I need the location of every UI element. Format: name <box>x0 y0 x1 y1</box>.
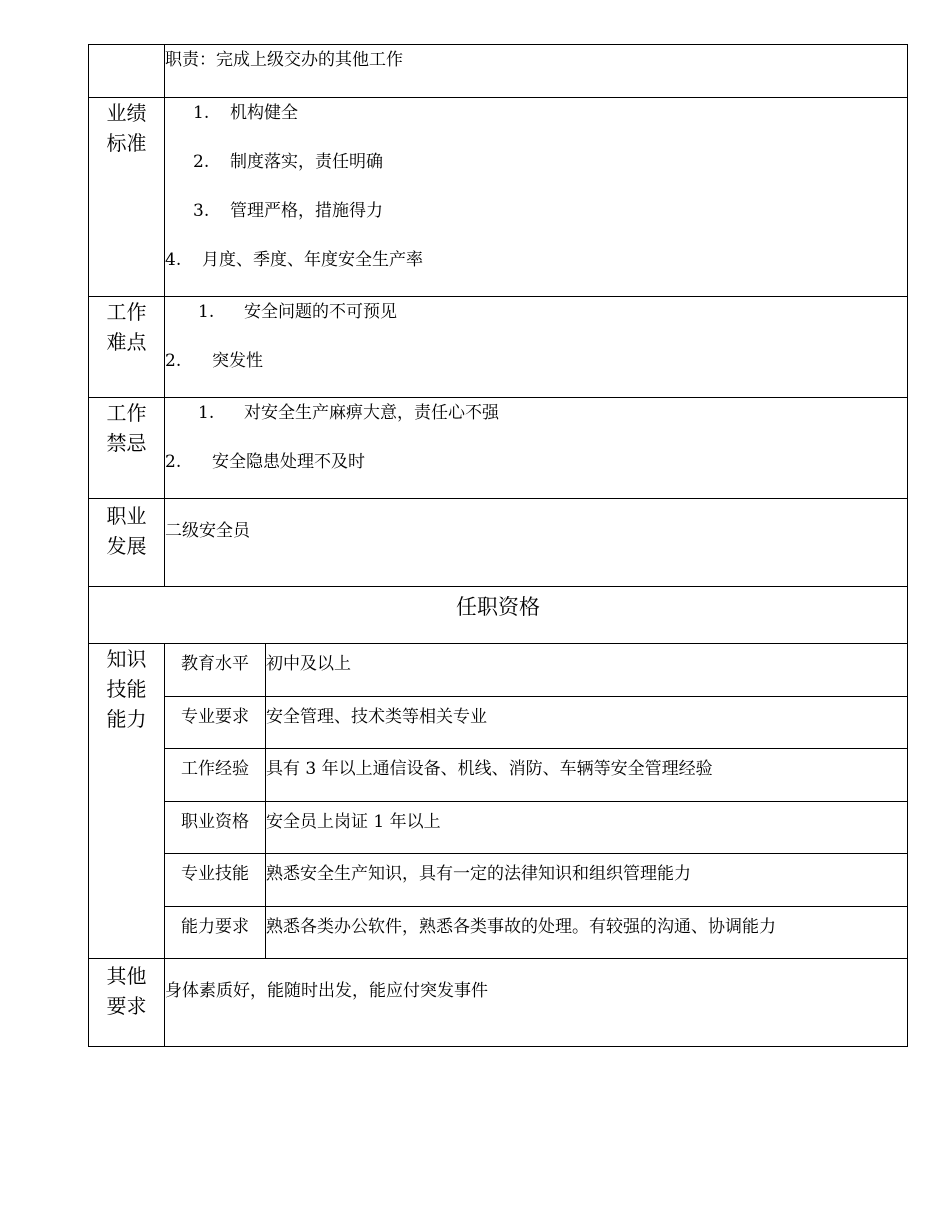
performance-cell <box>165 98 908 297</box>
sub-label: 专业技能 <box>165 854 266 907</box>
list-item: 2. 制度落实，责任明确 <box>193 152 383 172</box>
sub-value: 熟悉安全生产知识，具有一定的法律知识和组织管理能力 <box>266 854 908 907</box>
sub-value: 初中及以上 <box>266 644 908 697</box>
duty-label <box>89 45 165 98</box>
duty-cell <box>165 45 908 98</box>
list-item: 1. 机构健全 <box>193 103 298 123</box>
table-row <box>89 907 908 959</box>
sub-label: 教育水平 <box>165 644 266 697</box>
job-table <box>88 44 908 1047</box>
section-heading: 任职资格 <box>456 595 540 619</box>
career-label: 职业发展 <box>89 499 165 587</box>
table-row <box>89 697 908 749</box>
list-item: 1. 对安全生产麻痹大意，责任心不强 <box>198 403 499 423</box>
difficulty-cell <box>165 297 908 398</box>
other-text: 身体素质好，能随时出发，能应付突发事件 <box>165 981 488 1001</box>
table-row <box>89 644 908 697</box>
taboo-row <box>89 398 908 499</box>
career-cell <box>165 499 908 587</box>
duty-text: 职责：完成上级交办的其他工作 <box>165 50 403 70</box>
knowledge-label: 知识技能能力 <box>89 644 165 959</box>
performance-row <box>89 98 908 297</box>
table-row <box>89 802 908 854</box>
career-row <box>89 499 908 587</box>
list-item: 3. 管理严格，措施得力 <box>193 201 383 221</box>
list-item: 4. 月度、季度、年度安全生产率 <box>165 250 423 270</box>
duty-row <box>89 45 908 98</box>
other-row <box>89 959 908 1047</box>
other-cell <box>165 959 908 1047</box>
sub-label: 专业要求 <box>165 697 266 749</box>
sub-label: 能力要求 <box>165 907 266 959</box>
sub-value: 安全员上岗证 1 年以上 <box>266 802 908 854</box>
qualification-heading-row <box>89 587 908 644</box>
taboo-cell <box>165 398 908 499</box>
career-text: 二级安全员 <box>165 521 250 541</box>
table-row <box>89 749 908 802</box>
qualification-heading-cell <box>89 587 908 644</box>
other-label: 其他要求 <box>89 959 165 1047</box>
sub-value: 具有 3 年以上通信设备、机线、消防、车辆等安全管理经验 <box>266 749 908 802</box>
sub-label: 职业资格 <box>165 802 266 854</box>
difficulty-label: 工作难点 <box>89 297 165 398</box>
list-item: 1. 安全问题的不可预见 <box>198 302 397 322</box>
table-row <box>89 854 908 907</box>
taboo-label: 工作禁忌 <box>89 398 165 499</box>
list-item: 2. 突发性 <box>165 351 263 371</box>
difficulty-row <box>89 297 908 398</box>
list-item: 2. 安全隐患处理不及时 <box>165 452 365 472</box>
performance-label: 业绩标准 <box>89 98 165 297</box>
job-description-document <box>88 44 907 1047</box>
sub-label: 工作经验 <box>165 749 266 802</box>
sub-value: 熟悉各类办公软件，熟悉各类事故的处理。有较强的沟通、协调能力 <box>266 907 908 959</box>
sub-value: 安全管理、技术类等相关专业 <box>266 697 908 749</box>
